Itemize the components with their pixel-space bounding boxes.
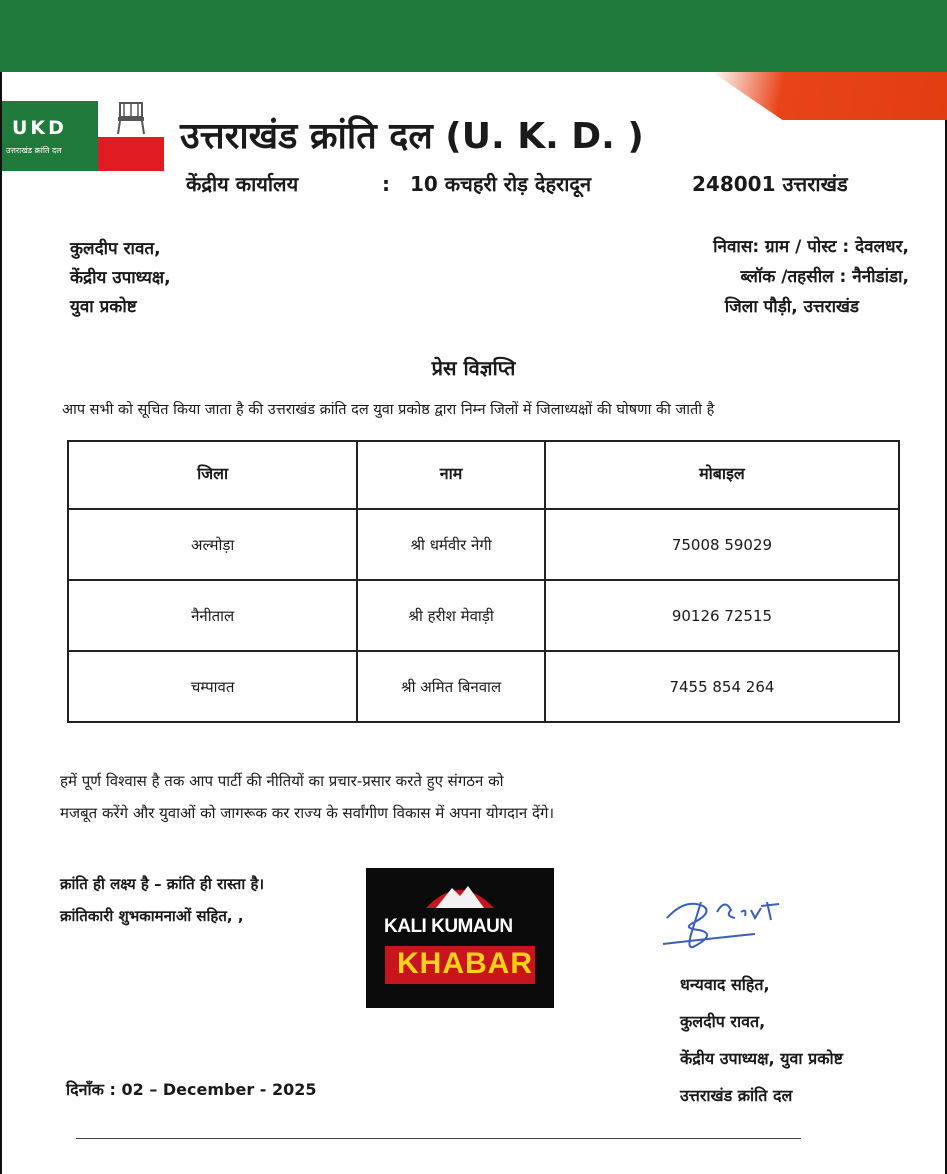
logo-subtext: उत्तराखंड क्रांति दल	[6, 146, 62, 155]
header-district: जिला	[68, 441, 357, 509]
table-header-row	[68, 441, 899, 509]
sender-block	[70, 235, 171, 322]
watermark-line-1: KALI KUMAUN	[384, 916, 513, 937]
closing-line-2: मजबूत करेंगे और युवाओं को जागरूक कर राज्य के सर्वांगीण विकास में अपना योगदान देंगे।	[60, 804, 555, 822]
slogan-block	[60, 868, 264, 932]
issue-date: दिनाँक : 02 – December - 2025	[66, 1080, 317, 1099]
intro-text: आप सभी को सूचित किया जाता है की उत्तराखंड क्रांति दल युवा प्रकोष्ठ द्वारा निम्न जिलों में जिलाध्यक्षों की घोषणा की जाती है	[62, 402, 715, 418]
logo-red-panel	[98, 137, 164, 171]
signoff-block	[680, 966, 843, 1114]
watermark-logo	[366, 868, 554, 1008]
chair-icon	[112, 101, 152, 135]
signoff-line-1: धन्यवाद सहित,	[680, 975, 770, 994]
cell-name: श्री धर्मवीर नेगी	[357, 509, 545, 580]
table-row	[68, 651, 899, 722]
residence-line-1: निवास: ग्राम / पोस्ट : देवलधर,	[713, 237, 909, 257]
cell-mobile: 7455 854 264	[545, 651, 899, 722]
slogan-line-2: क्रांतिकारी शुभकामनाओं सहित, ,	[60, 907, 244, 925]
header-mobile: मोबाइल	[545, 441, 899, 509]
district-president-table	[67, 440, 900, 723]
header-name: नाम	[357, 441, 545, 509]
slogan-line-1: क्रांति ही लक्ष्य है – क्रांति ही रास्ता है।	[60, 875, 265, 893]
sender-role: केंद्रीय उपाध्यक्ष,	[70, 268, 171, 288]
residence-block	[713, 232, 909, 322]
address-pin: 248001 उत्तराखंड	[692, 172, 848, 196]
table-row	[68, 580, 899, 651]
cell-mobile: 75008 59029	[545, 509, 899, 580]
watermark-red-bar	[385, 946, 535, 984]
residence-line-2: ब्लॉक /तहसील : नैनीडांडा,	[740, 267, 909, 287]
cell-district: नैनीताल	[68, 580, 357, 651]
address-label: केंद्रीय कार्यालय	[186, 172, 299, 196]
press-release-title: प्रेस विज्ञप्ति	[431, 356, 516, 380]
residence-line-3: जिला पौड़ी, उत्तराखंड	[724, 297, 859, 317]
sender-name: कुलदीप रावत,	[70, 239, 161, 259]
cell-district: अल्मोड़ा	[68, 509, 357, 580]
office-address	[186, 170, 848, 197]
signoff-line-2: कुलदीप रावत,	[680, 1012, 766, 1031]
signature	[655, 888, 820, 958]
party-logo	[2, 101, 164, 171]
cell-name: श्री हरीश मेवाड़ी	[357, 580, 545, 651]
sender-wing: युवा प्रकोष्ट	[70, 297, 137, 317]
closing-line-1: हमें पूर्ण विश्वास है तक आप पार्टी की नीतियों का प्रचार-प्रसार करते हुए संगठन को	[60, 772, 504, 790]
mountain-icon	[424, 878, 496, 910]
address-colon: :	[382, 172, 390, 196]
watermark-line-2: KHABAR	[397, 947, 533, 980]
party-title: उत्तराखंड क्रांति दल (U. K. D. )	[180, 116, 644, 157]
table-row	[68, 509, 899, 580]
signoff-line-3: केंद्रीय उपाध्यक्ष, युवा प्रकोष्ट	[680, 1049, 843, 1068]
footer-divider	[76, 1138, 801, 1139]
cell-name: श्री अमित बिनवाल	[357, 651, 545, 722]
closing-paragraph	[60, 765, 554, 829]
cell-district: चम्पावत	[68, 651, 357, 722]
address-street: 10 कचहरी रोड़ देहरादून	[410, 172, 592, 196]
header-green-band	[0, 0, 947, 72]
cell-mobile: 90126 72515	[545, 580, 899, 651]
logo-abbr: UKD	[12, 117, 67, 139]
signoff-line-4: उत्तराखंड क्रांति दल	[680, 1086, 793, 1105]
